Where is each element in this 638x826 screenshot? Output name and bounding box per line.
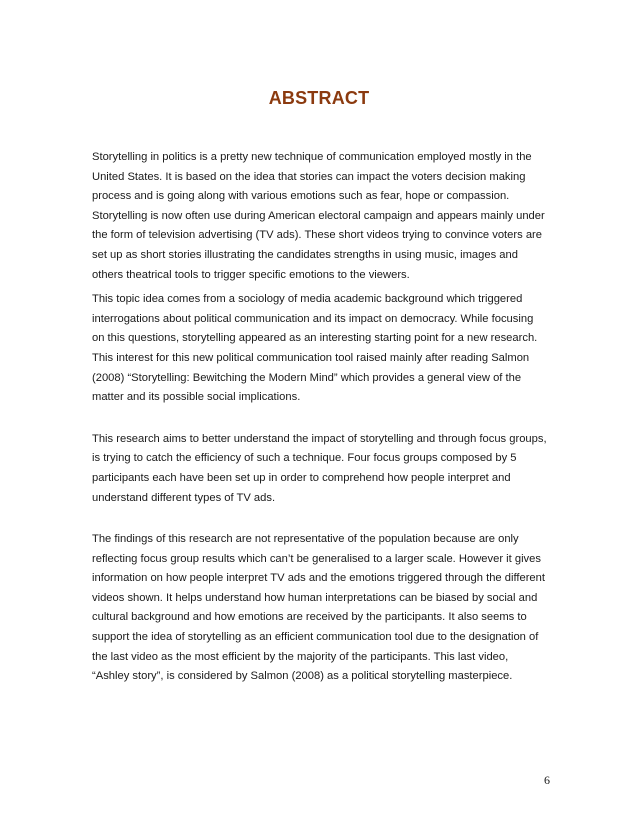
abstract-body: [92, 148, 548, 687]
abstract-paragraph-4: The findings of this research are not representative of the population because are only reflecting focus group results which can’t be generalised to a larger scale. However it gives information on how people interpret TV ads and the emotions triggered through the different videos shown. It helps understand how human interpretations can be biased by social and cultural background and how emotions are received by the participants. It also seems to support the idea of storytelling as an efficient communication tool due to the designation of the last video as the most efficient by the majority of the participants. This last video, “Ashley story”, is considered by Salmon (2008) as a political storytelling masterpiece.: [92, 533, 545, 683]
abstract-paragraph-1: Storytelling in politics is a pretty new technique of communication employed mostly in the United States. It is based on the idea that stories can impact the voters decision making process and is going along with various emotions such as fear, hope or compassion. Storytelling is now often use during American electoral campaign and appears mainly under the form of television advertising (TV ads). These short videos trying to convince voters are set up as short stories illustrating the candidates strengths in using music, images and others theatrical tools to trigger specific emotions to the viewers.: [92, 151, 545, 281]
page-title: ABSTRACT: [268, 88, 370, 108]
abstract-paragraph-3: This research aims to better understand the impact of storytelling and through focus groups, is trying to catch the efficiency of such a technique. Four focus groups composed by 5 participants each have been set up in order to comprehend how people interpret and understand different types of TV ads.: [92, 432, 547, 504]
page-number: 6: [544, 773, 550, 787]
abstract-paragraph-2: This topic idea comes from a sociology of media academic background which triggered interrogations about political communication and its impact on democracy. While focusing on this questions, storytelling appeared as an interesting starting point for a new research. This interest for this new political communication tool raised mainly after reading Salmon (2008) “Storytelling: Bewitching the Modern Mind” which provides a general view of the matter and its possible social implications.: [92, 293, 538, 404]
